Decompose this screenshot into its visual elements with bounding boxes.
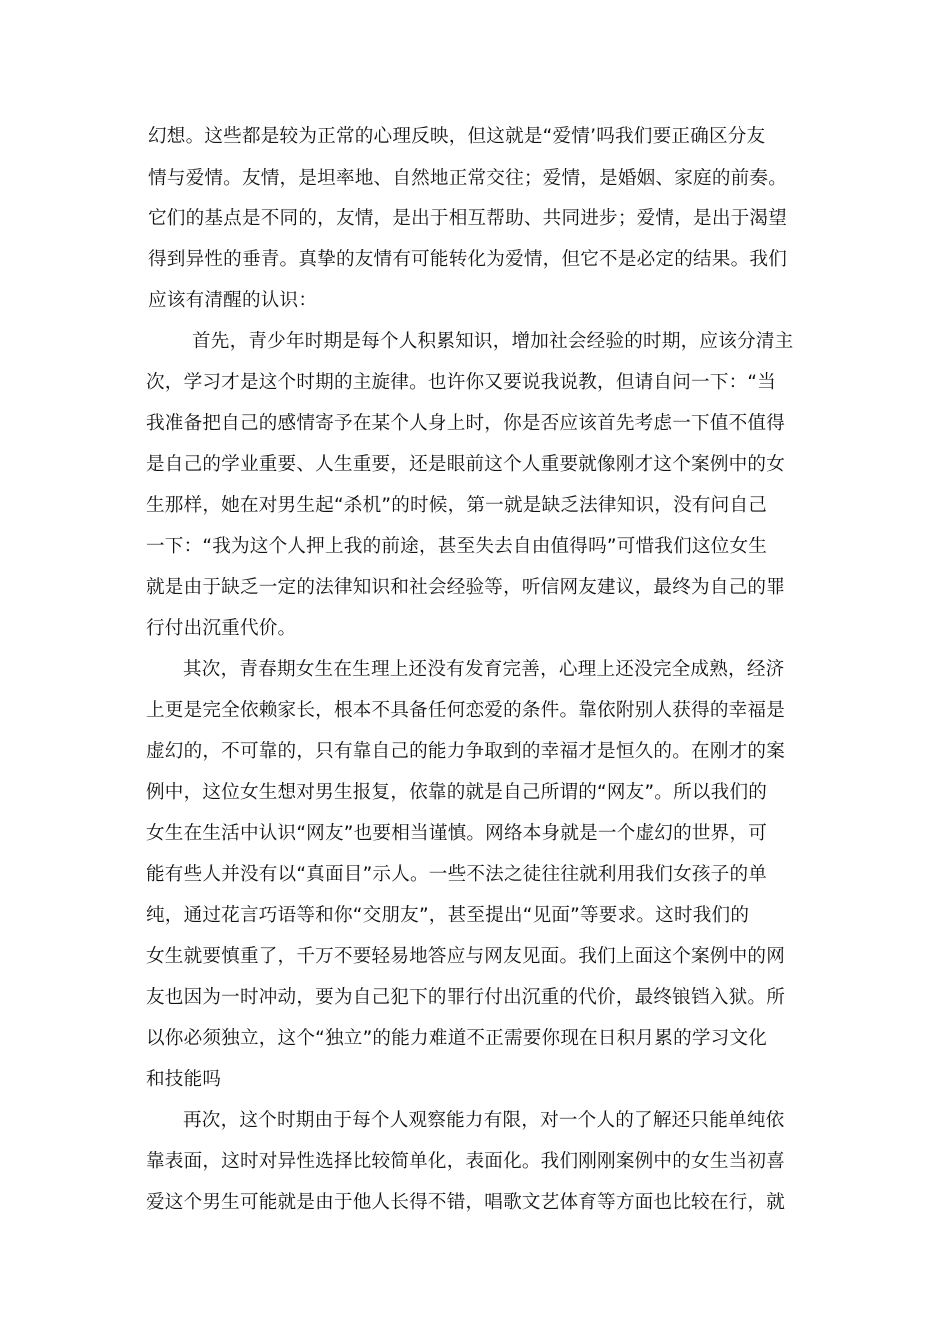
text-line: 女生在生活中认识“网友”也要相当谨慎。网络本身就是一个虚幻的世界，可 (146, 823, 768, 844)
text-line: 虚幻的，不可靠的，只有靠自己的能力争取到的幸福才是恒久的。在刚才的案 (146, 741, 785, 762)
text-line: 得到异性的垂青。真挚的友情有可能转化为爱情，但它不是必定的结果。我们 (148, 249, 787, 270)
text-line: 友也因为一时冲动，要为自己犯下的罪行付出沉重的代价，最终锒铛入狱。所 (146, 987, 785, 1008)
text-line: 例中，这位女生想对男生报复，依靠的就是自己所谓的“网友”。所以我们的 (146, 782, 768, 803)
text-line: 能有些人并没有以“真面目”示人。一些不法之徒往往就利用我们女孩子的单 (146, 864, 768, 885)
text-line: 幻想。这些都是较为正常的心理反映，但这就是“爱情’吗我们要正确区分友 (148, 126, 766, 147)
text-line: 它们的基点是不同的，友情，是出于相互帮助、共同进步；爱情，是出于渴望 (148, 208, 787, 229)
text-line: 就是由于缺乏一定的法律知识和社会经验等，听信网友建议，最终为自己的罪 (146, 577, 785, 598)
text-line: 再次，这个时期由于每个人观察能力有限，对一个人的了解还只能单纯依 (183, 1110, 785, 1131)
text-line: 是自己的学业重要、人生重要，还是眼前这个人重要就像刚才这个案例中的女 (146, 454, 785, 475)
text-line: 女生就要慎重了，千万不要轻易地答应与网友见面。我们上面这个案例中的网 (146, 946, 785, 967)
text-line: 上更是完全依赖家长，根本不具备任何恋爱的条件。靠依附别人获得的幸福是 (146, 700, 785, 721)
text-line: 和技能吗 (146, 1069, 222, 1090)
text-line: 以你必须独立，这个“独立”的能力难道不正需要你现在日积月累的学习文化 (146, 1028, 768, 1049)
text-line: 次，学习才是这个时期的主旋律。也许你又要说我说教，但请自问一下：“当 (146, 372, 777, 393)
text-line: 其次，青春期女生在生理上还没有发育完善，心理上还没完全成熟，经济 (183, 659, 785, 680)
text-line: 我准备把自己的感情寄予在某个人身上时，你是否应该首先考虑一下值不值得 (146, 413, 785, 434)
text-line: 靠表面，这时对异性选择比较简单化，表面化。我们刚刚案例中的女生当初喜 (146, 1151, 785, 1172)
text-line: 首先，青少年时期是每个人积累知识，增加社会经验的时期，应该分清主 (192, 331, 794, 352)
text-line: 一下：“我为这个人押上我的前途，甚至失去自由值得吗”可惜我们这位女生 (146, 536, 768, 557)
text-line: 情与爱情。友情，是坦率地、自然地正常交往；爱情，是婚姻、家庭的前奏。 (148, 168, 787, 189)
text-line: 行付出沉重代价。 (146, 618, 297, 639)
text-line: 生那样，她在对男生起“杀机”的时候，第一就是缺乏法律知识，没有问自己 (146, 495, 768, 516)
text-line: 应该有清醒的认识： (148, 290, 318, 311)
text-line: 纯，通过花言巧语等和你“交朋友”，甚至提出“见面”等要求。这时我们的 (146, 905, 750, 926)
text-line: 爱这个男生可能就是由于他人长得不错，唱歌文艺体育等方面也比较在行，就 (146, 1192, 785, 1213)
